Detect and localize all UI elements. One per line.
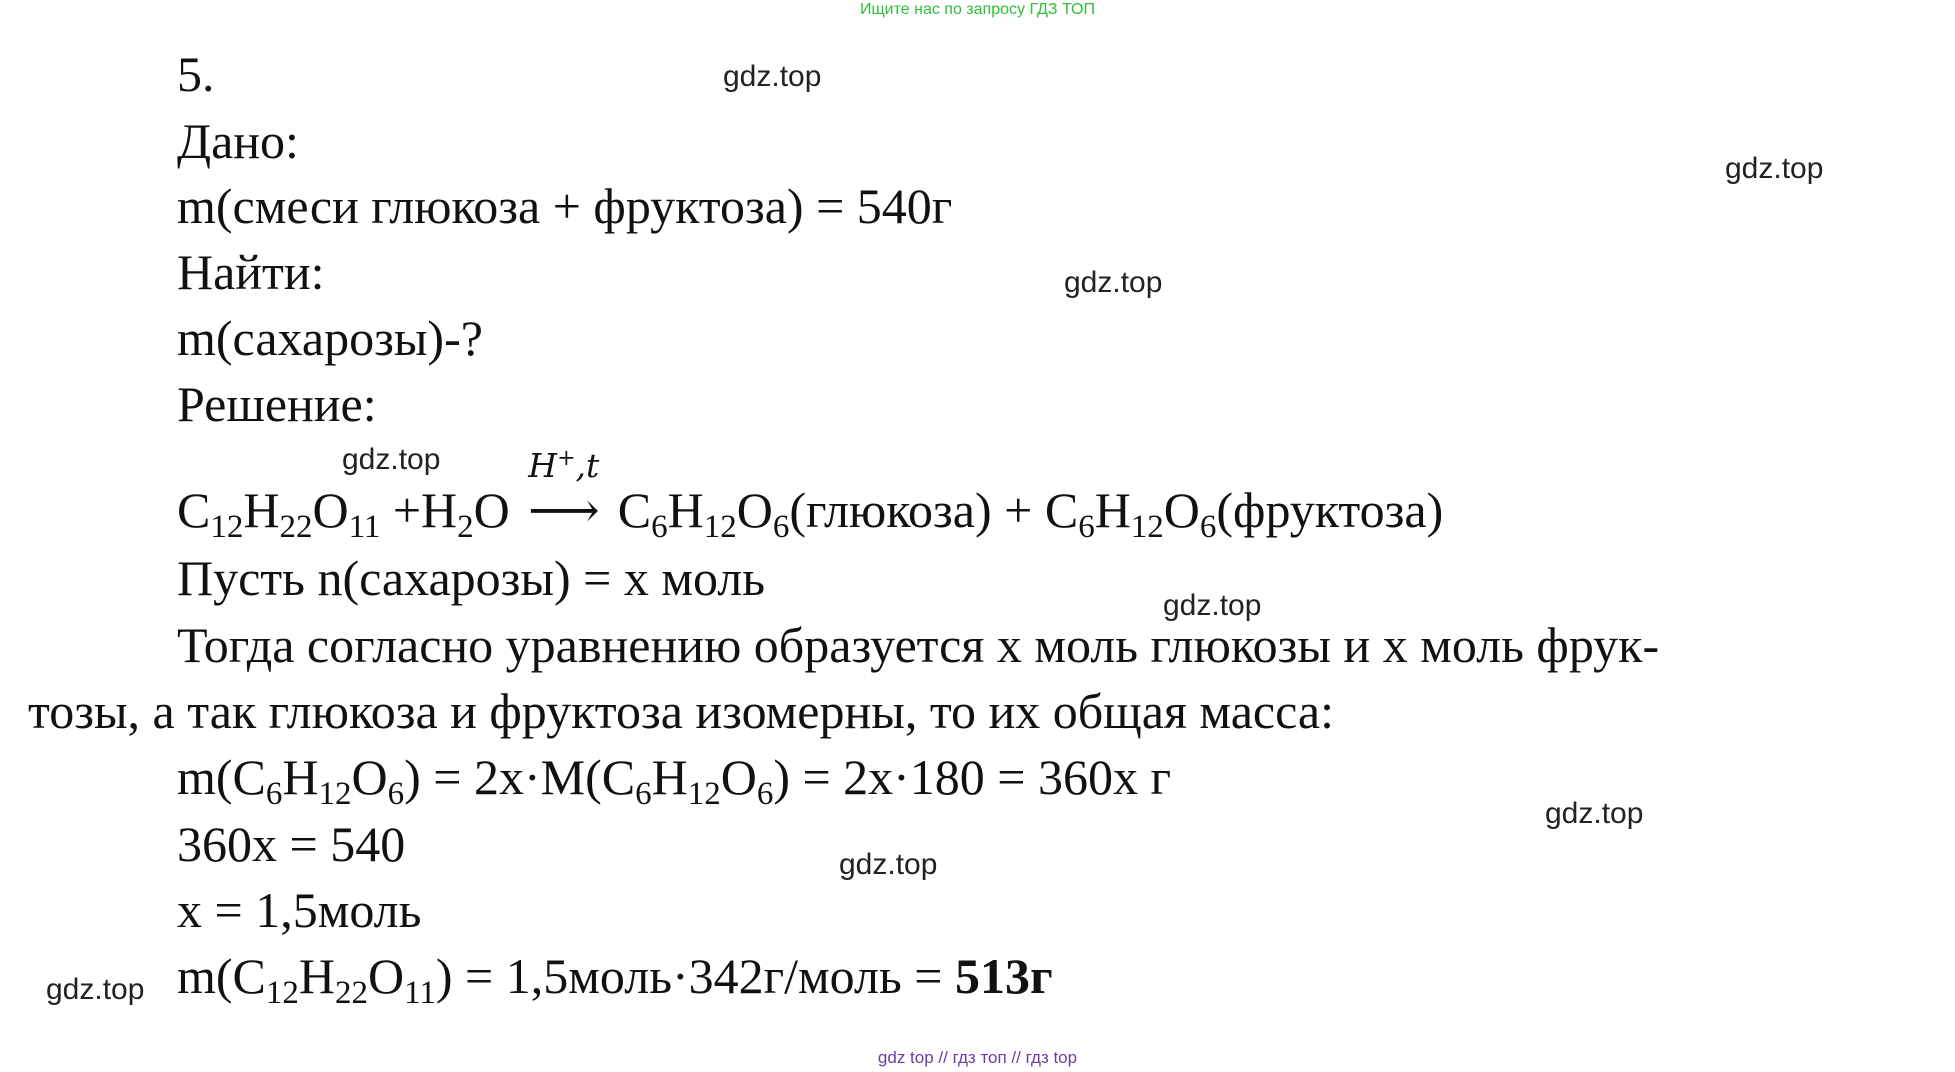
- reaction-text: H: [1094, 482, 1131, 538]
- subscript: 2: [457, 509, 474, 545]
- subscript: 11: [348, 509, 381, 545]
- mass-equation: [177, 747, 1171, 814]
- condition-sup: +: [557, 446, 576, 471]
- subscript: 12: [210, 509, 244, 545]
- reaction-text: C: [1044, 482, 1079, 538]
- equation-text: H: [298, 948, 336, 1004]
- equation-text: H: [282, 749, 319, 805]
- reaction-text: (глюкоза) +: [789, 482, 1045, 538]
- find-line: m(сахарозы)-?: [177, 310, 483, 366]
- reaction-condition: [514, 442, 614, 483]
- then-line-1: Тогда согласно уравнению образуется x моль глюкозы и x моль фрук-: [177, 617, 1660, 673]
- reaction-arrow: [514, 446, 614, 540]
- watermark: gdz.top: [1545, 797, 1644, 830]
- equation-text: ) = 2x·M(C: [404, 749, 636, 805]
- problem-number: 5.: [177, 46, 215, 102]
- reaction-text: H: [243, 482, 280, 538]
- x-line: x = 1,5моль: [177, 882, 422, 938]
- watermark: gdz.top: [342, 443, 441, 476]
- final-answer: 513г: [954, 948, 1053, 1004]
- footer: gdz top // гдз топ // гдз top: [877, 1048, 1078, 1067]
- equation-text: H: [651, 749, 688, 805]
- reaction-text: H: [667, 482, 704, 538]
- subscript: 6: [265, 776, 283, 812]
- reaction-text: O: [473, 482, 510, 538]
- reaction-text: O: [1163, 482, 1200, 538]
- equation-text: m(C: [177, 948, 266, 1004]
- top-banner: Ищите нас по запросу ГДЗ ТОП: [860, 1, 1095, 18]
- equation-text: O: [368, 948, 405, 1004]
- subscript: 12: [265, 975, 299, 1011]
- equation-text: ) = 2x·180 = 360x г: [773, 749, 1172, 805]
- equation-text: O: [351, 749, 388, 805]
- subscript: 12: [1130, 509, 1164, 545]
- subscript: 6: [1199, 509, 1217, 545]
- subscript: 6: [387, 776, 405, 812]
- subscript: 6: [1078, 509, 1095, 545]
- equation-text: ) = 1,5моль·342г/моль =: [435, 948, 955, 1004]
- subscript: 12: [687, 776, 721, 812]
- given-label: Дано:: [177, 113, 299, 169]
- reaction-text: O: [736, 482, 773, 538]
- subscript: 6: [635, 776, 652, 812]
- equation-line: 360x = 540: [177, 816, 406, 872]
- condition-t: ,t: [575, 446, 600, 485]
- solution-label: Решение:: [177, 376, 377, 432]
- subscript: 11: [404, 975, 436, 1011]
- condition-h: H: [528, 446, 558, 485]
- watermark: gdz.top: [1725, 152, 1824, 185]
- subscript: 12: [318, 776, 352, 812]
- reaction-text: (фруктоза): [1216, 482, 1444, 538]
- subscript: 6: [772, 509, 790, 545]
- subscript: 22: [279, 509, 313, 545]
- watermark: gdz.top: [46, 973, 145, 1006]
- subscript: 12: [703, 509, 737, 545]
- watermark: gdz.top: [1163, 589, 1262, 622]
- reaction-text: +H: [380, 482, 458, 538]
- watermark: gdz.top: [1064, 266, 1163, 299]
- reaction-text: O: [312, 482, 349, 538]
- equation-text: m(C: [177, 749, 266, 805]
- subscript: 22: [335, 975, 369, 1011]
- watermark: gdz.top: [723, 60, 822, 93]
- given-line: m(смеси глюкоза + фруктоза) = 540г: [177, 178, 953, 234]
- reaction-text: C: [617, 482, 652, 538]
- equation-text: O: [720, 749, 757, 805]
- reaction-text: C: [177, 482, 211, 538]
- subscript: 6: [651, 509, 668, 545]
- then-line-2: тозы, а так глюкоза и фруктоза изомерны, то их общая масса:: [28, 683, 1335, 739]
- arrow-glyph: ⟶: [527, 482, 600, 538]
- watermark: gdz.top: [839, 848, 938, 881]
- let-line: Пусть n(сахарозы) = x моль: [177, 550, 766, 606]
- subscript: 6: [756, 776, 774, 812]
- find-label: Найти:: [177, 244, 325, 300]
- final-equation: [177, 946, 1053, 1013]
